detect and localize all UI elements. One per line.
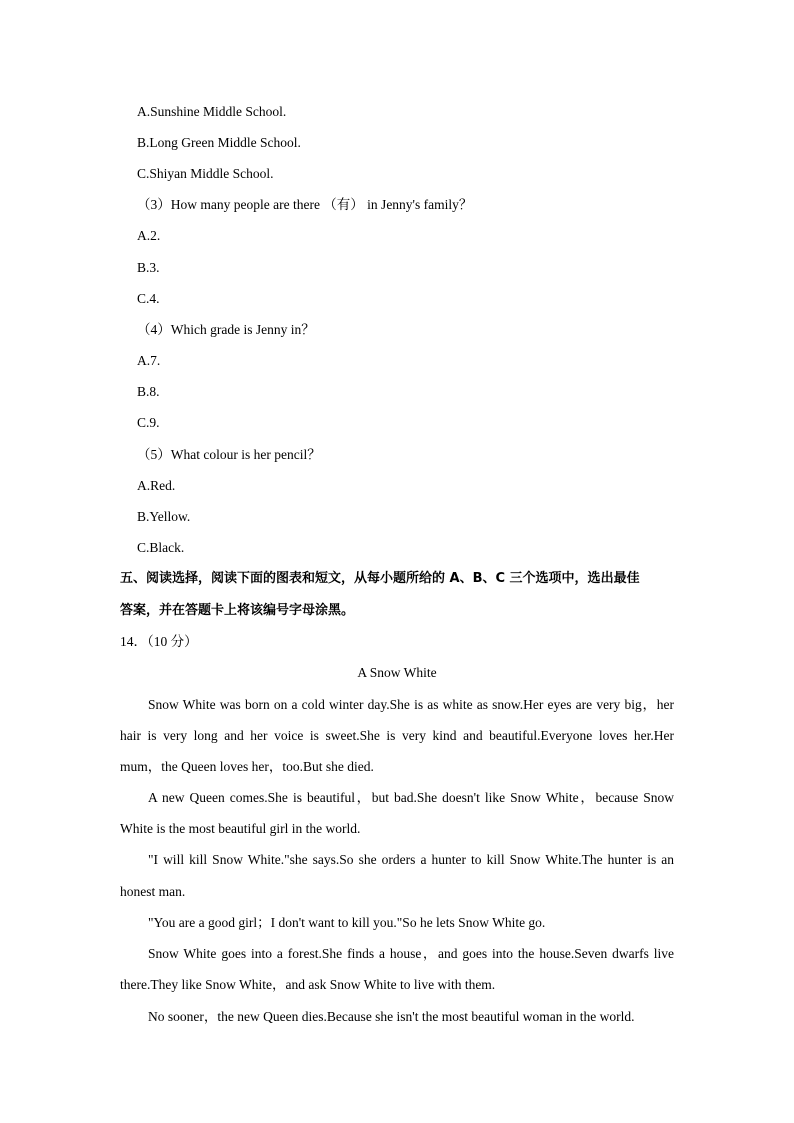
passage-line: Snow White goes into a forest.She finds a house，and goes into the house.Seven dwarfs live xyxy=(148,946,674,961)
passage-line: A new Queen comes.She is beautiful，but bad.She doesn't like Snow White，because Snow xyxy=(148,790,674,805)
passage-line: mum，the Queen loves her，too.But she died. xyxy=(120,759,374,774)
q2-option-c: C.Shiyan Middle School. xyxy=(137,166,274,181)
q4-stem: （4）Which grade is Jenny in？ xyxy=(137,322,315,337)
q2-option-b: B.Long Green Middle School. xyxy=(137,135,301,150)
q4-option-b: B.8. xyxy=(137,384,160,399)
passage-line: hair is very long and her voice is sweet.She is very kind and beautiful.Everyone loves her.Her xyxy=(120,728,674,743)
passage-line: No sooner，the new Queen dies.Because she isn't the most beautiful woman in the world. xyxy=(148,1009,635,1024)
q5-option-b: B.Yellow. xyxy=(137,509,191,524)
question-number: 14．（10 分） xyxy=(120,634,198,649)
passage-line: "You are a good girl；I don't want to kill you."So he lets Snow White go. xyxy=(148,915,546,930)
q3-option-b: B.3. xyxy=(137,260,160,275)
q3-option-c: C.4. xyxy=(137,291,160,306)
passage-line: honest man. xyxy=(120,884,186,899)
q3-option-a: A.2. xyxy=(137,228,161,243)
passage-line: there.They like Snow White，and ask Snow White to live with them. xyxy=(120,977,496,992)
q4-option-a: A.7. xyxy=(137,353,161,368)
section-heading-line2: 答案，并在答题卡上将该编号字母涂黑。 xyxy=(120,603,355,618)
passage-title: A Snow White xyxy=(357,665,437,680)
q3-stem: （3）How many people are there （有） in Jenny's family？ xyxy=(137,197,473,212)
passage-line: Snow White was born on a cold winter day.She is as white as snow.Her eyes are very big，her xyxy=(148,697,674,712)
q5-stem: （5）What colour is her pencil？ xyxy=(137,447,321,462)
q5-option-c: C.Black. xyxy=(137,540,185,555)
passage-line: "I will kill Snow White."she says.So she orders a hunter to kill Snow White.The hunter is an xyxy=(148,852,674,867)
q2-option-a: A.Sunshine Middle School. xyxy=(137,104,287,119)
passage-line: White is the most beautiful girl in the world. xyxy=(120,821,361,836)
q4-option-c: C.9. xyxy=(137,415,160,430)
section-heading-line1: 五、阅读选择，阅读下面的图表和短文，从每小题所给的 A、B、C 三个选项中，选出最佳 xyxy=(120,571,640,586)
q5-option-a: A.Red. xyxy=(137,478,176,493)
